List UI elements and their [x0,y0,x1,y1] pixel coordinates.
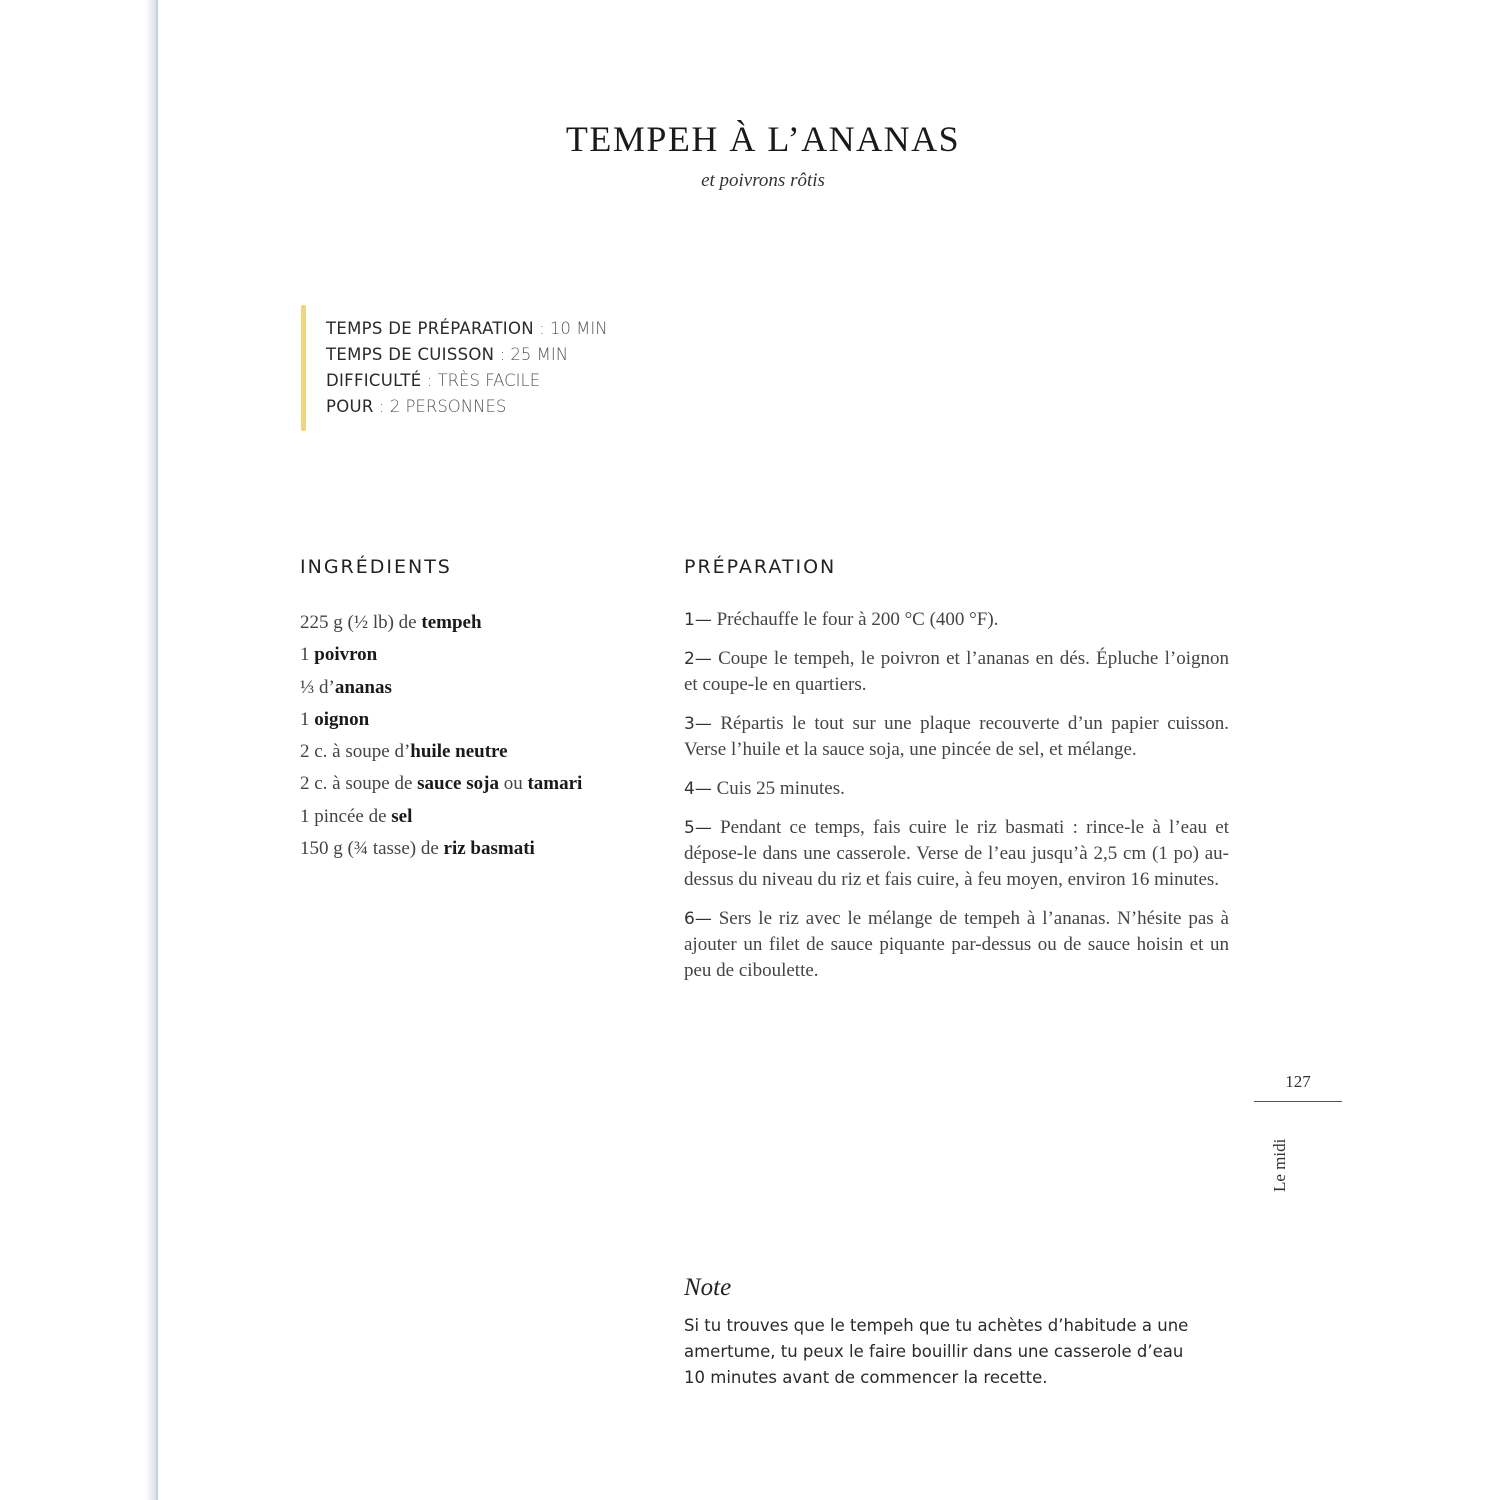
section-label: Le midi [1270,1138,1289,1192]
ingredient-item: ⅓ d’ananas [300,676,392,698]
meta-prep-time: TEMPS DE PRÉPARATION : 10 MIN [326,319,608,338]
book-gutter [0,0,158,1500]
ingredients-list [300,607,582,865]
preparation-step: 3— Répartis le tout sur une plaque recouverte d’un papier cuisson. Verse l’huile et la sauce soja, une pincée de sel, et mélange. [684,713,1229,760]
meta-accent-bar [301,305,306,431]
note-title: Note [684,1274,732,1301]
ingredients-heading: INGRÉDIENTS [300,556,452,578]
meta-servings: POUR : 2 PERSONNES [326,397,507,416]
preparation-step: 6— Sers le riz avec le mélange de tempeh à l’ananas. N’hésite pas à ajouter un filet de sauce piquante par-dessus ou de sauce hoisin et un peu de ciboulette. [684,908,1229,981]
page-number-rule [1254,1101,1342,1102]
meta-difficulty: DIFFICULTÉ : TRÈS FACILE [326,371,541,390]
ingredient-item: 225 g (½ lb) de tempeh [300,612,482,633]
ingredient-item: 1 poivron [300,644,378,666]
gutter-edge [156,0,158,1500]
preparation-step: 2— Coupe le tempeh, le poivron et l’ananas en dés. Épluche l’oignon et coupe-le en quartiers. [684,648,1229,695]
preparation-heading: PRÉPARATION [684,556,837,578]
ingredient-item: 2 c. à soupe de sauce soja ou tamari [300,773,583,795]
meta-cook-time: TEMPS DE CUISSON : 25 MIN [326,345,569,364]
recipe-subtitle: et poivrons rôtis [701,170,825,191]
recipe-meta [326,316,608,420]
ingredient-item: 150 g (¾ tasse) de riz basmati [300,838,535,860]
preparation-steps [684,607,1229,997]
recipe-title: TEMPEH À L’ANANAS [565,119,961,159]
note-text: Si tu trouves que le tempeh que tu achètes d’habitude a une amertume, tu peux le faire bouillir dans une casserole d’eau 10 minutes avant de commencer la recette. [684,1316,1189,1387]
preparation-step: 5— Pendant ce temps, fais cuire le riz basmati : rince-le à l’eau et dépose-le dans une casserole. Verse de l’eau jusqu’à 2,5 cm (1 po) au-dessus du niveau du riz et fais cuire, à feu moyen, environ 16 minutes. [684,817,1229,890]
preparation-step: 1— Préchauffe le four à 200 °C (400 °F). [684,609,999,630]
ingredient-item: 2 c. à soupe d’huile neutre [300,741,508,763]
page-number: 127 [1285,1072,1311,1091]
ingredient-item: 1 oignon [300,708,370,730]
ingredient-item: 1 pincée de sel [300,805,413,827]
preparation-step: 4— Cuis 25 minutes. [684,778,845,799]
